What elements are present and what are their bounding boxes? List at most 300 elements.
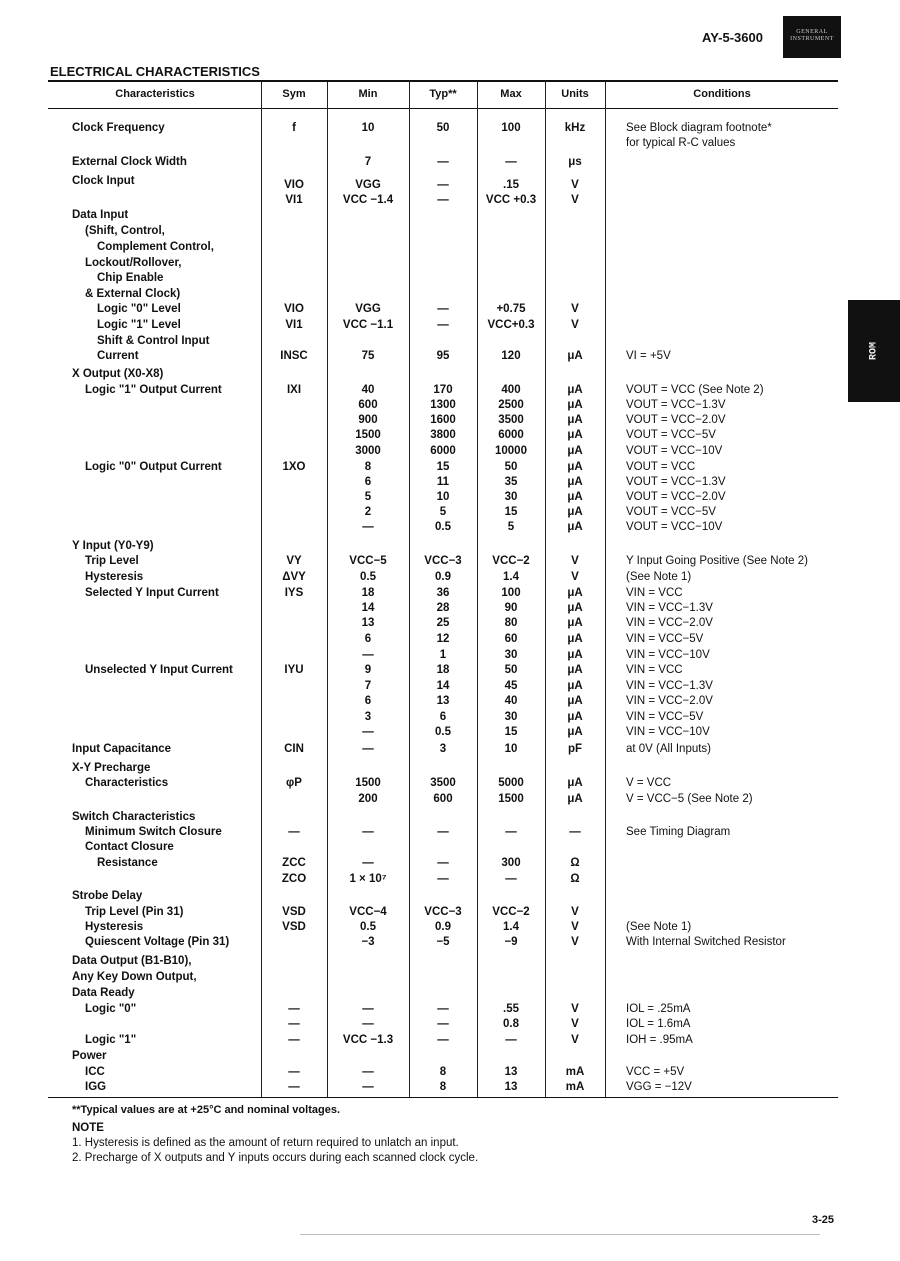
note-heading: NOTE [72, 1122, 104, 1134]
row-max: 5 [507, 521, 515, 533]
row-max: 90 [504, 602, 518, 614]
row-typ: 8 [439, 1081, 447, 1093]
table-row [0, 840, 900, 855]
row-typ: — [437, 826, 449, 838]
row-symbol: φP [286, 777, 302, 789]
row-units: μA [567, 726, 583, 738]
row-conditions: V = VCC−5 (See Note 2) [626, 793, 753, 805]
row-max: 30 [504, 649, 518, 661]
row-units: Ω [570, 873, 580, 885]
table-row [0, 601, 900, 616]
row-max: 100 [501, 587, 521, 599]
row-units: μA [567, 649, 583, 661]
row-conditions: VIN = VCC−5V [626, 711, 704, 723]
row-min: VCC −1.4 [342, 194, 394, 206]
table-row [0, 935, 900, 950]
row-typ: 170 [433, 384, 453, 396]
row-characteristic: External Clock Width [72, 156, 187, 168]
row-symbol: — [288, 1034, 300, 1046]
row-min: 6 [364, 633, 372, 645]
table-row [0, 178, 900, 193]
row-max: 30 [504, 711, 518, 723]
row-units: V [571, 303, 579, 315]
row-min: 9 [364, 664, 372, 676]
row-characteristic: IGG [85, 1081, 107, 1093]
table-row [0, 208, 900, 223]
row-conditions: With Internal Switched Resistor [626, 936, 786, 948]
row-min: — [362, 521, 374, 533]
table-row [0, 1033, 900, 1048]
table-row [0, 490, 900, 505]
row-min: — [362, 1066, 374, 1078]
row-typ: — [437, 1003, 449, 1015]
row-min: 200 [358, 793, 378, 805]
table-row [0, 256, 900, 271]
row-units: μA [567, 633, 583, 645]
col-header-characteristics: Characteristics [115, 88, 195, 100]
table-row [0, 663, 900, 678]
table-row [0, 920, 900, 935]
row-typ: 3500 [430, 777, 456, 789]
row-min: — [362, 826, 374, 838]
row-characteristic: Complement Control, [97, 241, 214, 253]
row-typ: 5 [439, 506, 447, 518]
row-units: V [571, 194, 579, 206]
row-symbol: IXI [286, 384, 302, 396]
row-units: μA [567, 777, 583, 789]
row-characteristic: Logic "1" [85, 1034, 137, 1046]
row-units: Ω [570, 857, 580, 869]
row-units: V [571, 179, 579, 191]
row-units: μA [567, 384, 583, 396]
row-symbol: — [288, 826, 300, 838]
page-number: 3-25 [812, 1214, 835, 1226]
row-typ: 95 [436, 350, 450, 362]
row-units: μA [567, 429, 583, 441]
row-conditions: VIN = VCC [626, 664, 683, 676]
row-symbol: VY [286, 555, 302, 567]
table-row [0, 986, 900, 1001]
row-characteristic: Trip Level (Pin 31) [85, 906, 184, 918]
row-units: μA [567, 461, 583, 473]
table-row [0, 570, 900, 585]
row-symbol: VSD [282, 921, 306, 933]
table-row [0, 302, 900, 317]
row-typ: — [437, 179, 449, 191]
row-characteristic: Strobe Delay [72, 890, 143, 902]
row-conditions: VOUT = VCC−10V [626, 445, 723, 457]
row-conditions: VOUT = VCC−2.0V [626, 491, 726, 503]
row-min: 1500 [355, 777, 381, 789]
row-characteristic: Unselected Y Input Current [85, 664, 233, 676]
row-characteristic: Logic "1" Output Current [85, 384, 222, 396]
row-symbol: — [288, 1066, 300, 1078]
table-row [0, 872, 900, 887]
row-max: 1.4 [503, 571, 519, 583]
row-units: μA [567, 414, 583, 426]
row-min: VCC −1.3 [342, 1034, 394, 1046]
row-max: −9 [504, 936, 518, 948]
row-max: 15 [504, 726, 518, 738]
row-characteristic: Logic "0" Level [97, 303, 181, 315]
row-symbol: ZCC [282, 857, 306, 869]
row-min: −3 [361, 936, 375, 948]
row-characteristic: X-Y Precharge [72, 762, 151, 774]
row-characteristic: Hysteresis [85, 571, 144, 583]
row-min: VCC −1.1 [342, 319, 394, 331]
row-typ: 1600 [430, 414, 456, 426]
row-conditions: VIN = VCC−10V [626, 726, 710, 738]
row-min: 1500 [355, 429, 381, 441]
row-min: — [362, 857, 374, 869]
row-conditions: VOUT = VCC−10V [626, 521, 723, 533]
row-min: 0.5 [360, 921, 376, 933]
side-tab [848, 300, 900, 402]
row-max: 120 [501, 350, 521, 362]
table-top-rule [48, 80, 838, 82]
row-max: 3500 [498, 414, 524, 426]
row-characteristic: Lockout/Rollover, [85, 257, 182, 269]
row-units: μA [567, 664, 583, 676]
table-row [0, 349, 900, 364]
row-max: 15 [504, 506, 518, 518]
row-max: 300 [501, 857, 521, 869]
row-typ: 36 [436, 587, 450, 599]
row-typ: VCC−3 [424, 906, 462, 918]
table-row [0, 1080, 900, 1095]
table-row [0, 520, 900, 535]
row-symbol: INSC [280, 350, 308, 362]
col-header-units: Units [561, 88, 589, 100]
row-min: — [362, 726, 374, 738]
table-row [0, 224, 900, 239]
row-characteristic: Resistance [97, 857, 158, 869]
row-min: — [362, 1018, 374, 1030]
row-typ: 15 [436, 461, 450, 473]
table-row [0, 1017, 900, 1032]
row-conditions: See Block diagram footnote* [626, 122, 772, 134]
row-conditions: VIN = VCC−10V [626, 649, 710, 661]
table-row [0, 586, 900, 601]
row-typ: — [437, 156, 449, 168]
col-header-conditions: Conditions [693, 88, 751, 100]
row-typ: — [437, 857, 449, 869]
table-row [0, 632, 900, 647]
row-max: 1500 [498, 793, 524, 805]
row-units: mA [565, 1081, 585, 1093]
table-row [0, 856, 900, 871]
row-units: V [571, 1034, 579, 1046]
row-units: V [571, 1018, 579, 1030]
row-typ: — [437, 303, 449, 315]
row-typ: 1 [439, 649, 447, 661]
table-row [0, 398, 900, 413]
row-min: 40 [361, 384, 375, 396]
row-symbol: ΔVY [282, 571, 306, 583]
table-row [0, 810, 900, 825]
row-min: — [362, 743, 374, 755]
row-min: 2 [364, 506, 372, 518]
row-units: μA [567, 476, 583, 488]
row-max: 50 [504, 664, 518, 676]
row-typ: 13 [436, 695, 450, 707]
row-max: 6000 [498, 429, 524, 441]
row-max: 2500 [498, 399, 524, 411]
row-typ: 600 [433, 793, 453, 805]
row-symbol: IYU [284, 664, 304, 676]
table-row [0, 155, 900, 170]
table-row [0, 889, 900, 904]
table-row [0, 1049, 900, 1064]
row-symbol: VIO [284, 303, 304, 315]
row-units: μA [567, 711, 583, 723]
row-min: 0.5 [360, 571, 376, 583]
table-row [0, 539, 900, 554]
row-typ: 0.5 [435, 521, 451, 533]
row-min: VCC−4 [349, 906, 387, 918]
col-header-max: Max [500, 88, 522, 100]
row-min: 10 [361, 122, 375, 134]
row-typ: −5 [436, 936, 450, 948]
row-conditions: VOUT = VCC−5V [626, 429, 716, 441]
row-characteristic: Power [72, 1050, 107, 1062]
row-typ: 6 [439, 711, 447, 723]
table-row [0, 905, 900, 920]
row-typ: — [437, 873, 449, 885]
scan-line [300, 1234, 820, 1235]
table-row [0, 505, 900, 520]
row-conditions: Y Input Going Positive (See Note 2) [626, 555, 808, 567]
row-characteristic: Input Capacitance [72, 743, 172, 755]
table-row [0, 776, 900, 791]
row-typ: 8 [439, 1066, 447, 1078]
row-conditions: IOL = 1.6mA [626, 1018, 691, 1030]
col-header-min: Min [358, 88, 378, 100]
row-min: 7 [364, 680, 372, 692]
row-units: μA [567, 587, 583, 599]
row-conditions: VIN = VCC−2.0V [626, 617, 713, 629]
row-typ: 3800 [430, 429, 456, 441]
row-min: — [362, 1003, 374, 1015]
row-units: V [571, 555, 579, 567]
table-row [0, 287, 900, 302]
side-tab-label: ROM [868, 341, 880, 361]
row-characteristic: Logic "1" Level [97, 319, 181, 331]
header-rule [48, 108, 838, 109]
row-conditions: VOUT = VCC−1.3V [626, 399, 726, 411]
row-min: 7 [364, 156, 372, 168]
table-row [0, 554, 900, 569]
table-row [0, 761, 900, 776]
row-min: 13 [361, 617, 375, 629]
table-row [0, 460, 900, 475]
table-row [0, 136, 900, 151]
row-max: VCC−2 [492, 555, 530, 567]
row-min: — [362, 649, 374, 661]
row-units: μA [567, 602, 583, 614]
row-symbol: VI1 [285, 194, 303, 206]
table-row [0, 679, 900, 694]
row-units: V [571, 571, 579, 583]
row-max: — [505, 1034, 517, 1046]
row-conditions: VOUT = VCC−1.3V [626, 476, 726, 488]
row-characteristic: X Output (X0-X8) [72, 368, 164, 380]
row-typ: 12 [436, 633, 450, 645]
row-min: VGG [355, 303, 381, 315]
row-max: 40 [504, 695, 518, 707]
table-row [0, 334, 900, 349]
row-characteristic: Minimum Switch Closure [85, 826, 222, 838]
row-conditions: VIN = VCC [626, 587, 683, 599]
row-units: μA [567, 506, 583, 518]
row-units: μA [567, 793, 583, 805]
row-conditions: (See Note 1) [626, 921, 692, 933]
row-characteristic: Data Output (B1-B10), [72, 955, 192, 967]
row-units: V [571, 906, 579, 918]
table-row [0, 792, 900, 807]
row-conditions: IOL = .25mA [626, 1003, 691, 1015]
row-max: 10 [504, 743, 518, 755]
row-typ: 18 [436, 664, 450, 676]
row-max: — [505, 156, 517, 168]
note-1: 1. Hysteresis is defined as the amount of return required to unlatch an input. [72, 1137, 459, 1149]
row-symbol: — [288, 1003, 300, 1015]
col-header-typ: Typ** [429, 88, 457, 100]
row-units: μA [567, 617, 583, 629]
row-max: — [505, 873, 517, 885]
row-characteristic: Any Key Down Output, [72, 971, 197, 983]
row-conditions: VI = +5V [626, 350, 671, 362]
table-row [0, 648, 900, 663]
row-characteristic: Y Input (Y0-Y9) [72, 540, 154, 552]
row-max: 1.4 [503, 921, 519, 933]
row-max: 60 [504, 633, 518, 645]
row-units: V [571, 936, 579, 948]
row-max: 35 [504, 476, 518, 488]
table-bottom-rule [48, 1097, 838, 1098]
row-typ: 25 [436, 617, 450, 629]
row-units: V [571, 921, 579, 933]
row-symbol: — [288, 1018, 300, 1030]
row-max: 0.8 [503, 1018, 519, 1030]
row-max: 13 [504, 1066, 518, 1078]
part-number: AY-5-3600 [702, 30, 763, 45]
row-typ: 3 [439, 743, 447, 755]
table-row [0, 444, 900, 459]
company-logo: GENERAL INSTRUMENT [783, 16, 841, 58]
table-row [0, 367, 900, 382]
row-characteristic: Selected Y Input Current [85, 587, 219, 599]
row-typ: 50 [436, 122, 450, 134]
row-max: 45 [504, 680, 518, 692]
row-min: 3 [364, 711, 372, 723]
row-typ: — [437, 1018, 449, 1030]
row-characteristic: Logic "0" [85, 1003, 137, 1015]
row-conditions: V = VCC [626, 777, 672, 789]
table-row [0, 825, 900, 840]
row-units: μs [568, 156, 582, 168]
table-row [0, 475, 900, 490]
row-max: .15 [503, 179, 519, 191]
row-units: μA [567, 695, 583, 707]
table-row [0, 428, 900, 443]
row-min: 600 [358, 399, 378, 411]
row-conditions: VGG = −12V [626, 1081, 692, 1093]
row-characteristic: (Shift, Control, [85, 225, 165, 237]
table-row [0, 954, 900, 969]
row-max: — [505, 826, 517, 838]
row-conditions: VOUT = VCC (See Note 2) [626, 384, 764, 396]
row-max: 50 [504, 461, 518, 473]
row-min: 14 [361, 602, 375, 614]
row-min: 18 [361, 587, 375, 599]
row-typ: 0.5 [435, 726, 451, 738]
row-typ: 28 [436, 602, 450, 614]
table-row [0, 725, 900, 740]
row-symbol: CIN [284, 743, 304, 755]
row-units: μA [567, 350, 583, 362]
row-units: mA [565, 1066, 585, 1078]
row-characteristic: Clock Input [72, 175, 135, 187]
row-units: μA [567, 491, 583, 503]
table-row [0, 710, 900, 725]
row-conditions: VCC = +5V [626, 1066, 685, 1078]
row-min: 3000 [355, 445, 381, 457]
row-characteristic: Trip Level [85, 555, 139, 567]
row-units: μA [567, 521, 583, 533]
row-characteristic: Characteristics [85, 777, 169, 789]
row-characteristic: Data Input [72, 209, 129, 221]
row-min: 1 × 10⁷ [349, 873, 387, 885]
section-title: ELECTRICAL CHARACTERISTICS [50, 64, 260, 79]
row-conditions: VOUT = VCC−2.0V [626, 414, 726, 426]
row-min: 6 [364, 476, 372, 488]
row-max: 30 [504, 491, 518, 503]
row-max: .55 [503, 1003, 519, 1015]
table-row [0, 694, 900, 709]
table-row [0, 1065, 900, 1080]
row-units: pF [567, 743, 583, 755]
row-typ: 11 [436, 476, 450, 488]
row-min: VGG [355, 179, 381, 191]
row-conditions: VOUT = VCC [626, 461, 696, 473]
table-row [0, 121, 900, 136]
typical-footnote: **Typical values are at +25°C and nominal voltages. [72, 1104, 340, 1116]
row-max: 5000 [498, 777, 524, 789]
row-typ: 6000 [430, 445, 456, 457]
table-row [0, 383, 900, 398]
row-symbol: VSD [282, 906, 306, 918]
table-row [0, 271, 900, 286]
note-2: 2. Precharge of X outputs and Y inputs occurs during each scanned clock cycle. [72, 1152, 479, 1164]
row-characteristic: & External Clock) [85, 288, 181, 300]
row-characteristic: Current [97, 350, 139, 362]
row-max: 13 [504, 1081, 518, 1093]
table-row [0, 742, 900, 757]
row-symbol: ZCO [281, 873, 307, 885]
row-characteristic: Shift & Control Input [97, 335, 210, 347]
row-conditions: at 0V (All Inputs) [626, 743, 712, 755]
row-symbol: f [292, 122, 296, 134]
row-conditions: VIN = VCC−1.3V [626, 602, 713, 614]
row-max: VCC−2 [492, 906, 530, 918]
row-conditions: VIN = VCC−2.0V [626, 695, 713, 707]
row-typ: — [437, 194, 449, 206]
row-min: VCC−5 [349, 555, 387, 567]
table-row [0, 1002, 900, 1017]
row-typ: — [437, 1034, 449, 1046]
row-min: 75 [361, 350, 375, 362]
